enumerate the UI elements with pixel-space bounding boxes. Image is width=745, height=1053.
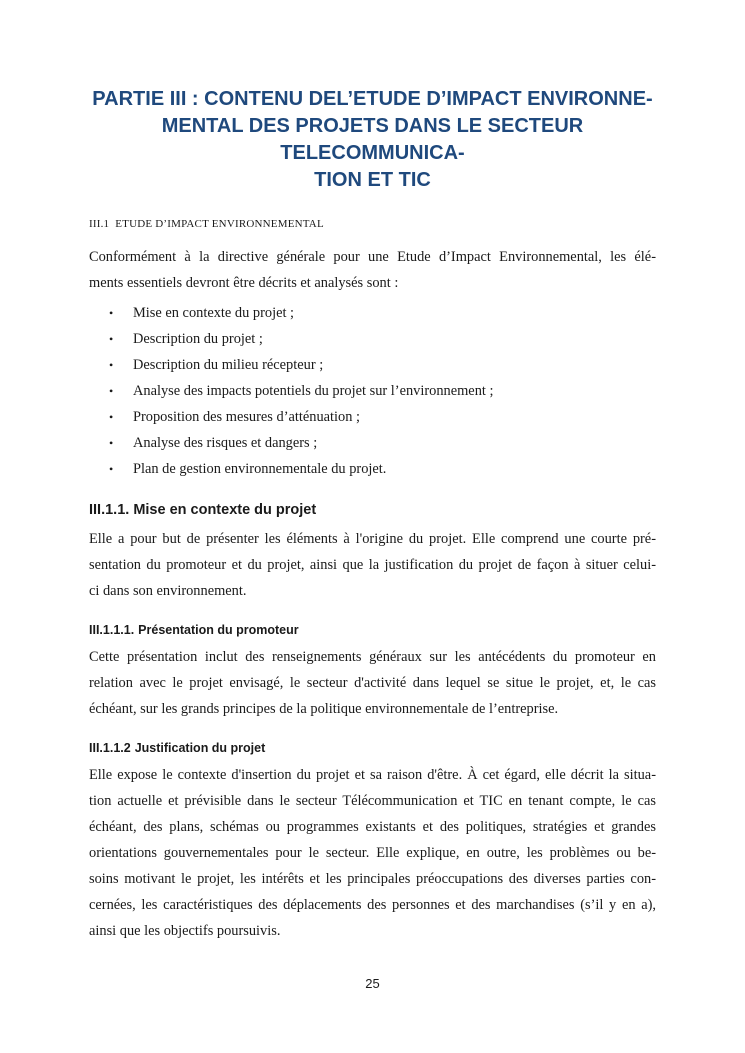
section-number: III.1 xyxy=(89,218,110,230)
subsection-title: Présentation du promoteur xyxy=(138,623,299,637)
paragraph-line: tion actuelle et prévisible dans le secteur Télécommunication et TIC en tenant compte, le cas xyxy=(89,793,656,809)
paragraph-line: soins motivant le projet, les intérêts et les principales préoccupations des diverses parties con- xyxy=(89,871,656,887)
paragraph-line: orientations gouvernementales pour le secteur. Elle explique, en outre, les problèmes ou be- xyxy=(89,845,656,861)
paragraph-line: Cette présentation inclut des renseignements généraux sur les antécédents du promoteur en xyxy=(89,649,656,665)
paragraph-line: Conformément à la directive générale pour une Etude d’Impact Environnemental, les élé- xyxy=(89,249,656,265)
paragraph-line: ainsi que les objectifs poursuivis. xyxy=(89,923,281,939)
list-item-text: Analyse des impacts potentiels du projet sur l’environnement ; xyxy=(133,383,494,399)
promoter-paragraph xyxy=(89,644,656,722)
bullet-icon: • xyxy=(109,332,114,346)
context-paragraph xyxy=(89,526,656,604)
list-item-text: Description du milieu récepteur ; xyxy=(133,357,324,373)
subsection-heading-context xyxy=(89,498,656,522)
list-item-text: Analyse des risques et dangers ; xyxy=(133,435,318,451)
paragraph-line: échéant, des plans, schémas ou programmes existants et des politiques, stratégies et grandes xyxy=(89,819,656,835)
bullet-icon: • xyxy=(109,436,114,450)
paragraph-line: cernées, les caractéristiques des déplacements des personnes et des marchandises (s’il y en a), xyxy=(89,897,656,913)
subsection-number: III.1.1.1. xyxy=(89,623,135,637)
part-title-line: PARTIE III : CONTENU DEL’ETUDE D’IMPACT ENVIRONNE- xyxy=(92,88,653,110)
list-item xyxy=(109,300,656,326)
bullet-icon: • xyxy=(109,410,114,424)
part-title-line: TION ET TIC xyxy=(314,169,431,191)
part-title-line: MENTAL DES PROJETS DANS LE SECTEUR TELECOMMUNICA- xyxy=(161,115,584,164)
intro-paragraph xyxy=(89,244,656,296)
paragraph-line: échéant, sur les grands principes de la politique environnementale de l’entreprise. xyxy=(89,701,559,717)
section-heading xyxy=(89,218,656,230)
part-title xyxy=(89,86,656,194)
list-item-text: Plan de gestion environnementale du projet. xyxy=(133,461,387,477)
bullet-icon: • xyxy=(109,306,114,320)
list-item xyxy=(109,404,656,430)
subsection-number: III.1.1.2 xyxy=(89,741,131,755)
list-item xyxy=(109,378,656,404)
bullet-icon: • xyxy=(109,384,114,398)
list-item-text: Mise en contexte du projet ; xyxy=(133,305,295,321)
paragraph-line: Elle a pour but de présenter les éléments à l'origine du projet. Elle comprend une courte pré- xyxy=(89,531,656,547)
list-item-text: Proposition des mesures d’atténuation ; xyxy=(133,409,361,425)
bullet-icon: • xyxy=(109,358,114,372)
list-item-text: Description du projet ; xyxy=(133,331,263,347)
justification-paragraph xyxy=(89,762,656,944)
section-title: ETUDE D’IMPACT ENVIRONNEMENTAL xyxy=(115,218,324,230)
paragraph-line: sentation du promoteur et du projet, ainsi que la justification du projet de façon à situer celui- xyxy=(89,557,656,573)
paragraph-line: Elle expose le contexte d'insertion du projet et sa raison d'être. À cet égard, elle décrit la situa- xyxy=(89,767,656,783)
paragraph-line: relation avec le projet envisagé, le secteur d'activité dans lequel se situe le projet, et, le cas xyxy=(89,675,656,691)
subsection-heading-justification xyxy=(89,738,656,758)
subsection-title: Justification du projet xyxy=(134,741,266,755)
list-item xyxy=(109,326,656,352)
bullet-icon: • xyxy=(109,462,114,476)
list-item xyxy=(109,430,656,456)
subsection-number: III.1.1. xyxy=(89,502,130,518)
paragraph-line: ments essentiels devront être décrits et analysés sont : xyxy=(89,275,399,291)
paragraph-line: ci dans son environnement. xyxy=(89,583,247,599)
list-item xyxy=(109,352,656,378)
list-item xyxy=(109,456,656,482)
page-number: 25 xyxy=(365,976,380,991)
elements-list xyxy=(89,300,656,482)
subsection-heading-promoter xyxy=(89,620,656,640)
subsection-title: Mise en contexte du projet xyxy=(133,502,317,518)
